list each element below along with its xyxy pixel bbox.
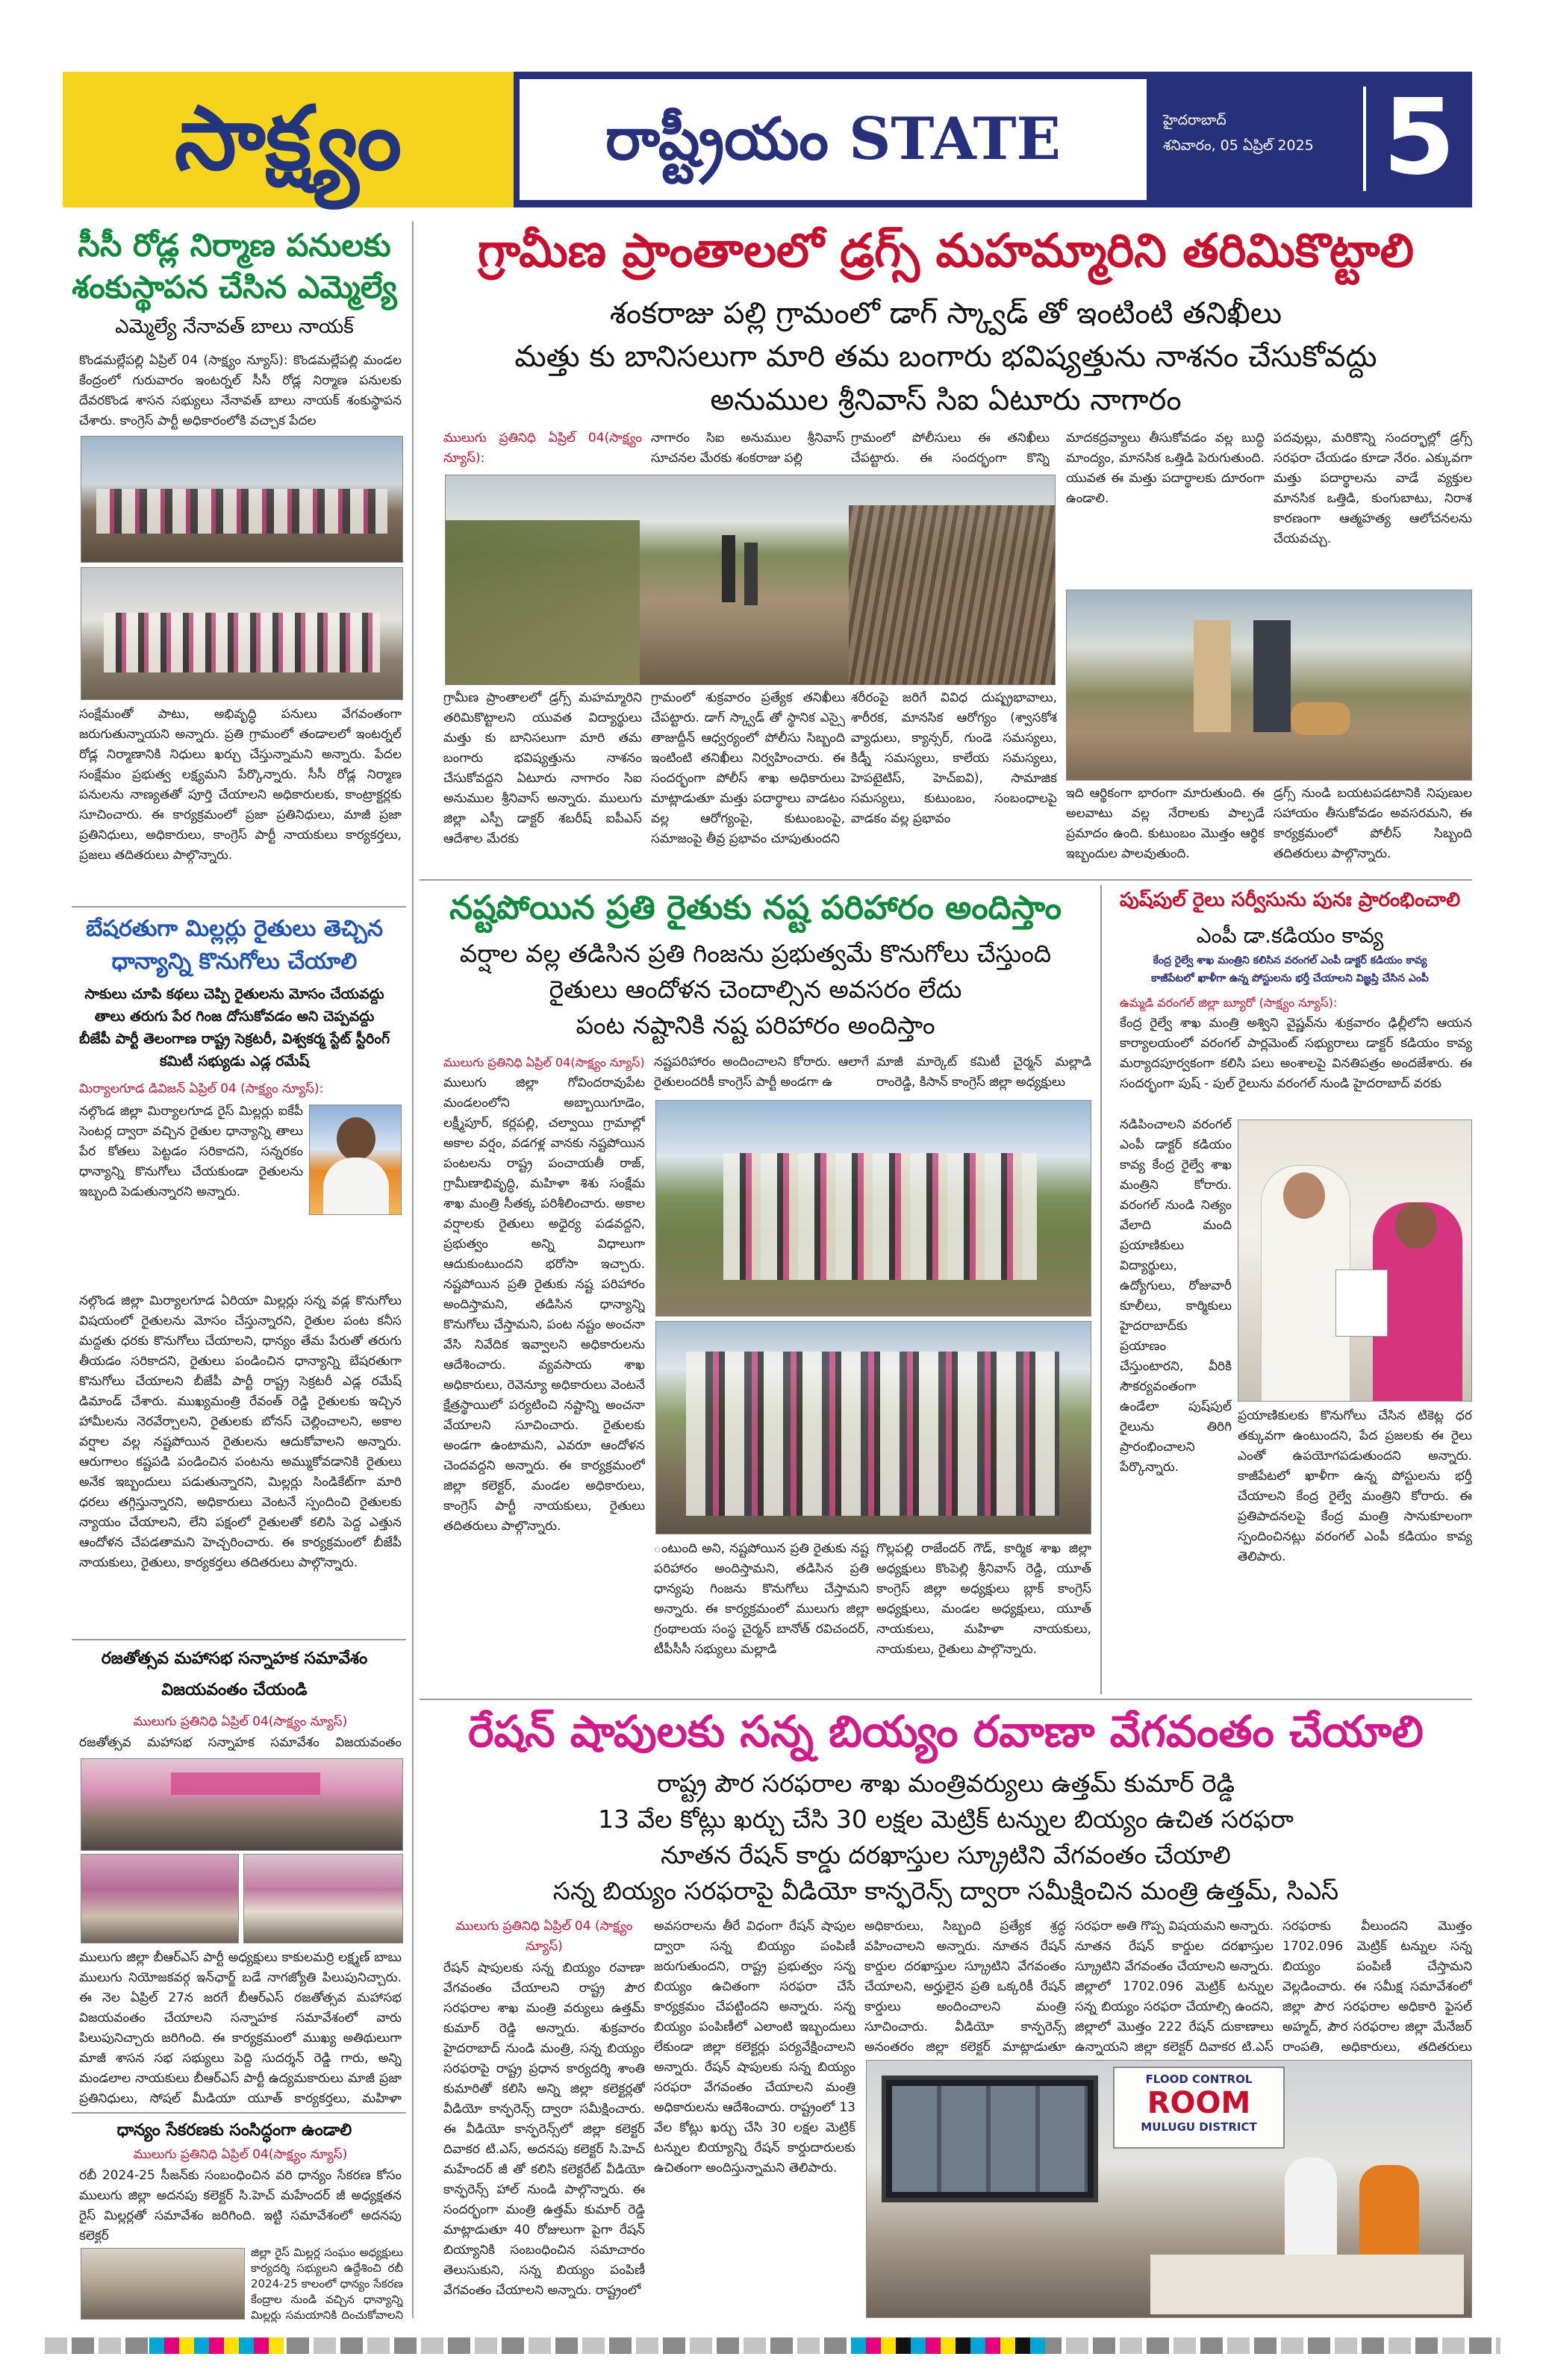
flood-room-sign-1: FLOOD CONTROL [1145,2073,1253,2086]
drugs-photo-village [445,475,1056,685]
rice-col1: రేషన్ షాపులకు సన్న బియ్యం రవాణా వేగవంతం చేయాలని రాష్ట్ర పౌర సరఫరాల శాఖ మంత్రి వర్యులు ఉత్తమ్ కుమార్ రెడ్డి అన్నారు. శుక్రవారం హైదరాబాద్ నుండి మంత్రి, సన్న బియ్యం సరఫరాపై రాష్ట్ర ప్రధాన కార్యదర్శి శాంతి కుమారితో కలిసి అన్ని జిల్లా కలెక్టర్లతో వీడియో కాన్ఫరెన్స్ ద్వారా సమీక్షించారు. ఈ వీడియో కాన్ఫరెన్స్‌లో జిల్లా కలెక్టర్ దివాకర టి.ఎస్, అదనపు కలెక్టర్ సి.హెచ్ మహేందర్ జీ తో కలిసి కలెక్టరేట్ వీడియో కాన్ఫరెన్స్ హాల్ నుండి పాల్గొన్నారు. ఈ సందర్భంగా మంత్రి ఉత్తమ్ కుమార్ రెడ్డి మాట్లాడుతూ 40 రోజులుగా పైగా రేషన్ బియ్యానికి సంబంధించిన సమాచారం తెలుసుకుని, సన్న బియ్యం పంపిణీ వేగవంతం చేయాలని అన్నారు. రాష్ట్రంలో [443,1961,645,2298]
rajatotsav-dateline: ములుగు ప్రతినిధి ఏప్రిల్ 04(సాక్ష్యం న్యూస్) [133,1714,348,1729]
drugs-col2-top: నాగారం సిఐ అనుముల శ్రీనివాస్ సూచనల మేరకు శంకరాజు పల్లి [651,431,845,466]
drugs-deck-3: అనుముల శ్రీనివాస్ సిఐ ఏటూరు నాగారం [710,383,1182,417]
drugs-deck-2: మత్తు కు బానిసలుగా మారి తమ బంగారు భవిష్యత్తును నాశనం చేసుకోవద్దు [514,340,1377,374]
compensation-photo-1 [655,1100,1091,1317]
compensation-photo-2 [655,1321,1091,1534]
drugs-col1-bottom: గ్రామీణ ప్రాంతాలలో డ్రగ్స్ మహమ్మారిని తరిమికొట్టాలని యువత విద్యార్థులు మత్తు కు బానిసలుగా మారి తమ బంగారు భవిష్యత్తును నాశనం చేసుకోవద్దని ఏటూరు నాగారం సిఐ అనుముల శ్రీనివాస్ అన్నారు. ములుగు జిల్లా ఎస్పీ డాక్టర్ శబరీష్ ఐపీఎస్ ఆదేశాల మేరకు [443,690,642,846]
grain-headline-2: ధాన్యాన్ని కొనుగోలు చేయాలి [111,949,358,975]
compensation-col3-top: మాజీ మార్కెట్ కమిటీ చైర్మన్ మల్లాడి రాంరెడ్డి, కిసాన్ కాంగ్రెస్ జిల్లా అధ్యక్షులు [876,1055,1091,1090]
drugs-col3-top: గ్రామంలో పోలీసులు ఈ తనిఖీలు చేపట్టారు. ఈ సందర్భంగా కొన్ని [851,431,1050,466]
drugs-col3-bottom: శరీరంపై జరిగే వివిధ దుష్ప్రభావాలు, శారీరక, మానసిక ఆరోగ్యం (శ్వాసకోశ వ్యాధులు, క్యాన్సర్, గుండె సమస్యలు, కిడ్నీ సమస్యలు, కాలేయ సమస్యలు, హెపటైటిస్, హెచ్ఐవి), సామాజిక సమస్యలు, కుటుంబం, సంబంధాలపై వాడకం వల్ల ప్రభావం [851,690,1057,826]
rice-deck-1: రాష్ట్ర పౌర సరఫరాల శాఖ మంత్రివర్యులు ఉత్తమ్ కుమార్ రెడ్డి [656,1769,1235,1798]
drugs-photo-dog-squad [1066,590,1472,781]
divider [420,879,1472,881]
rice-col4: సరఫరా అతి గొప్ప విషయమని అన్నారు. నూతన రేషన్ కార్డుల దరఖాస్తుల స్క్రూటిని వేగవంతం చేయాలని అన్నారు. జిల్లాలో 1702.096 మెట్రిక్ టన్నుల సన్న బియ్యం సరఫరా చేయాల్సి ఉందని, జిల్లాలో మొత్తం 222 రేషన్ దుకాణాలు ఉన్నాయని జిల్లా కలెక్టర్ దివాకర టి.ఎస్ [1075,1919,1274,2055]
compensation-col2-top: నష్టపరిహారం అందించాలని కోరారు. ఆలాగే రైతులందరికీ కాంగ్రెస్ పార్టీ అండగా ఉ [654,1055,869,1090]
drugs-col6-bottom: డ్రగ్స్ నుండి బయటపడటానికి నిపుణుల సహాయం తీసుకోవడం అవసరమని, ఈ కార్యక్రమంలో పోలీస్ సిబ్బంది తదితరులు పాల్గొన్నారు. [1274,786,1472,861]
masthead-section-panel [520,79,1147,200]
cc-roads-subhead: ఎమ్మెల్యే నేనావత్ బాలు నాయక్ [115,316,354,338]
column-rule [1100,885,1102,1694]
rice-col2: అవసరాలను తీరే విధంగా రేషన్ షాపుల ద్వారా సన్న బియ్యం పంపిణీ జరుగుతుందని, రాష్ట్ర ప్రభుత్వం సన్న బియ్యం ఉచితంగా సరఫరా చేసే కార్యక్రమం చేపట్టిందని అన్నారు. సన్న బియ్యం పంపిణీలో ఎలాంటి ఇబ్బందులు లేకుండా జిల్లా కలెక్టర్లు పర్యవేక్షించాలని అన్నారు. రేషన్ షాపులకు సన్న బియ్యం సరఫరా వేగవంతం చేయాలని మంత్రి అధికారులను ఆదేశించారు. రాష్ట్రంలో 13 వేల కోట్లు ఖర్చు చేసి 30 లక్షల మెట్రిక్ టన్నుల బియ్యాన్ని రేషన్ కార్డుదారులకు ఉచితంగా అందిస్తున్నామని తెలిపారు. [654,1919,855,2176]
grain-sub-1: సాకులు చూపి కథలు చెప్పి రైతులను మోసం చేయవద్దు [84,986,384,1002]
drugs-col6-top: పదవుల్లు, మరికొన్ని సందర్భాల్లో డ్రగ్స్ సరఫరా చేయడం కూడా నేరం. ఎక్కువగా మత్తు పదార్థాలను వాడే వ్యక్తుల మానసిక ఒత్తిడి, కుంగుబాటు, నిరాశ కారణంగా ఆత్మహత్య ఆలోచనలను చేయవచ్చు. [1274,431,1472,546]
dhanyam-headline: ధాన్యం సేకరణకు సంసిద్ధంగా ఉండాలి [116,2121,352,2140]
grain-sub-2: తాలు తరుగు పేర గింజ దోసుకోవడం అని చెప్పవద్దు [94,1008,375,1025]
grain-portrait-photo [309,1105,402,1215]
masthead-date: శనివారం, 05 ఏప్రిల్ 2025 [1163,137,1314,154]
flood-room-sign-2: ROOM [1147,2086,1251,2120]
rajatotsav-photo-2 [81,1854,239,1943]
drugs-headline: గ్రామీణ ప్రాంతాలలో డ్రగ్స్ మహమ్మారిని తరిమికొట్టాలి [477,223,1415,278]
masthead-place: హైదరాబాద్ [1163,112,1226,128]
grain-sub-3: బీజేపీ పార్టీ తెలంగాణ రాష్ట్ర సెక్రటరీ, విశ్వకర్మ స్టేట్ స్టీరింగ్ [78,1031,390,1047]
dhanyam-body-top: రబీ 2024-25 సీజన్‌కు సంబంధించిన వరి ధాన్యం సేకరణ కోసం ములుగు జిల్లా అదనపు కలెక్టర్ సి.హెచ్ మహేందర్ జీ అధ్యక్షతన రైస్ మిల్లర్లతో సమావేశం జరిగింది. ఇట్టి సమావేశంలో అదనపు కలెక్టర్ [79,2168,402,2243]
grain-headline-1: బేషరతుగా మిల్లర్లు రైతులు తెచ్చిన [85,916,384,942]
railway-body-side: నడిపించాలని వరంగల్ ఎంపీ డాక్టర్ కడియం కావ్య కేంద్ర రైల్వే శాఖ మంత్రిని కోరారు. వరంగల్ నుండి నిత్యం వేలాది మంది ప్రయాణికులు విద్యార్థులు, ఉద్యోగులు, రోజువారీ కూలీలు, కార్మికులు హైదరాబాద్‌కు ప్రయాణం చేస్తుంటారని, వీరికి సౌకర్యవంతంగా ఉండేలా పుష్‌పుల్ రైలును తిరిగి ప్రారంభించాలని పేర్కొన్నారు. [1120,1117,1232,1475]
divider [72,906,406,908]
rajatotsav-headline-1: రజతోత్సవ మహాసభ సన్నాహక సమావేశం [101,1649,368,1668]
dhanyam-dateline: ములుగు ప్రతినిధి ఏప్రిల్ 04(సాక్ష్యం న్యూస్) [133,2147,348,2162]
railway-sub-3: కాజీపేటలో ఖాళీగా ఉన్న పోస్టులను భర్తీ చేయాలని విజ్ఞప్తి చేసిన ఎంపీ [1151,972,1429,984]
dhanyam-body-side: జిల్లా రైస్ మిల్లర్ల సంఘం అధ్యక్షులు కార్యదర్శి సభ్యులని ఉద్దేశించి రబీ 2024-25 కాలంలో ధాన్యం సేకరణ కేంద్రాల నుండి వచ్చిన ధాన్యాన్ని మిల్లర్లు సమయానికి దించుకోవాలని [251,2246,403,2322]
railway-headline: పుష్‌పుల్ రైలు సర్వీసును పునః ప్రారంభించాలి [1119,889,1461,911]
cc-roads-body-top: కొండమల్లేపల్లి ఏప్రిల్ 04 (సాక్ష్యం న్యూస్): కొండమల్లేపల్లి మండల కేంద్రంలో గురువారం ఇంటర్నల్ సీసీ రోడ్ల నిర్మాణ పనులకు దేవరకొండ శాసన సభ్యులు నేనావత్ బాలు నాయక్ శంకుస్థాపన చేశారు. కాంగ్రెస్ పార్టీ అధికారంలోకి వచ్చాక పేదల [79,353,402,428]
drugs-col5-top: మాదకద్రవ్యాలు తీసుకోవడం వల్ల బుద్ధి మాంద్యం, మానసిక ఒత్తిడి పెరుగుతుంది. యువత ఈ మత్తు పదార్థాలకు దూరంగా ఉండాలి. [1066,431,1265,506]
railway-photo [1238,1119,1472,1402]
drugs-deck-1: శంకరాజు పల్లి గ్రామంలో డాగ్ స్క్వాడ్ తో ఇంటింటి తనిఖీలు [609,296,1282,331]
divider [420,1699,1472,1700]
compensation-headline: నష్టపోయిన ప్రతి రైతుకు నష్ట పరిహారం అందిస్తాం [449,889,1062,927]
rice-deck-3: నూతన రేషన్ కార్డు దరఖాస్తుల స్క్రూటిని వేగవంతం చేయాలి [661,1840,1231,1870]
rice-col5: సరఫరాకు వీలుందని మొత్తం 1702.096 మెట్రిక్ టన్నుల సన్న బియ్యం పంపిణీ చేస్తామని వెల్లడించారు. ఈ సమీక్ష సమావేశంలో జిల్లా పౌర సరఫరాల అధికారి ఫైసల్ అహ్మద్, పౌర సరఫరాల జిల్లా మేనేజర్ రాంపతి, అధికారులు, తదితరులు [1282,1919,1472,2055]
rajatotsav-photo-1 [81,1758,403,1851]
grain-body-intro: నల్గొండ జిల్లా మిర్యాలగూడ రైస్ మిల్లర్లు ఐకేపీ సెంటర్ల ద్వారా వచ్చిన రైతుల ధాన్యాన్ని తాలు పేర కోతలు పెట్టడం సరికాదని, సన్నరకం ధాన్యాన్ని కొనుగోలు చేయకుండా రైతులను ఇబ్బంది పెడుతున్నారని అన్నారు. [79,1104,303,1199]
cc-roads-headline-1: సీసీ రోడ్ల నిర్మాణ పనులకు [78,227,391,263]
rajatotsav-photo-3 [243,1854,403,1943]
left-column-rule [412,221,414,2318]
rice-deck-2: 13 వేల కోట్లు ఖర్చు చేసి 30 లక్షల మెట్రిక్ టన్నుల బియ్యం ఉచిత సరఫరా [598,1805,1294,1834]
rice-col3: అధికారులు, సిబ్బంది ప్రత్యేక శ్రద్ధ వహించాలని అన్నారు. నూతన రేషన్ కార్డుల దరఖాస్తుల స్క్రూటిని వేగవంతం చేయాలని, అర్హులైన ప్రతి ఒక్కరికీ రేషన్ కార్డులు అందించాలని మంత్రి సూచించారు. వీడియో కాన్ఫరెన్స్ అనంతరం జిల్లా కలెక్టర్ మాట్లాడుతూ [864,1919,1066,2055]
compensation-dateline: ములుగు ప్రతినిధి ఏప్రిల్ 04(సాక్ష్యం న్యూస్) [443,1055,645,1069]
grain-sub-4: కమిటీ సభ్యుడు ఎడ్ల రమేష్ [159,1053,310,1069]
page-number: 5 [1383,77,1456,199]
compensation-col1: ములుగు జిల్లా గోవిందరావుపేట మండలంలోని అబ్బాయిగూడెం, లక్ష్మీపూర్, కర్లపల్లి, చల్వాయి గ్రామాల్లో అకాల వర్షం, వడగళ్ల వానకు నష్టపోయిన పంటలను రాష్ట్ర పంచాయతీ రాజ్, గ్రామీణాభివృద్ధి, మహిళా శిశు సంక్షేమ శాఖ మంత్రి సీతక్క పరిశీలించారు. అకాల వర్షాలకు రైతులు అధైర్య పడవద్దని, ప్రభుత్వం అన్ని విధాలుగా ఆదుకుంటుందని భరోసా ఇచ్చారు. నష్టపోయిన ప్రతి రైతుకు నష్ట పరిహారం అందిస్తామని, తడిసిన ధాన్యాన్ని కొనుగోలు చేస్తామని, పంట నష్టం అంచనా వేసి నివేదిక ఇవ్వాలని అధికారులను ఆదేశించారు. వ్యవసాయ శాఖ అధికారులు, రెవెన్యూ అధికారులు వెంటనే క్షేత్రస్థాయిలో పర్యటించి నష్టాన్ని అంచనా వేయాలని సూచించారు. రైతులకు అండగా ఉంటామని, ఎవరూ ఆందోళన చెందవద్దని అన్నారు. ఈ కార్యక్రమంలో జిల్లా కలెక్టర్, మండల అధికారులు, కాంగ్రెస్ పార్టీ నాయకులు, రైతులు తదితరులు పాల్గొన్నారు. [443,1075,645,1534]
rajatotsav-body-top: రజతోత్సవ మహాసభ సన్నాహక సమావేశం విజయవంతం [79,1735,402,1750]
railway-body-bottom: ప్రయాణికులకు కొనుగోలు చేసిన టికెట్ల ధర తక్కువగా ఉంటుందని, పేద ప్రజలకు ఈ రైలు ఎంతో ఉపయోగపడుతుందని అన్నారు. కాజీపేటలో ఖాళీగా ఉన్న పోస్టులను భర్తీ చేయాలని కేంద్ర రైల్వే మంత్రిని కోరారు. ఈ ప్రతిపాదనలపై కేంద్ర మంత్రి సానుకూలంగా స్పందించినట్లు వరంగల్ ఎంపీ కడియం కావ్య తెలిపారు. [1238,1408,1472,1564]
drugs-col2-bottom: గ్రామంలో శుక్రవారం ప్రత్యేక తనిఖీలు చేపట్టారు. డాగ్ స్క్వాడ్ తో స్థానిక ఎస్సై తాజుద్దీన్ ఆధ్వర్యంలో పోలీసు సిబ్బంది ఇంటింటి తనిఖీలు నిర్వహించారు. ఈ సందర్భంగా పోలీస్ శాఖ అధికారులు మాట్లాడుతూ మత్తు పదార్థాలు వాడటం వల్ల ఆరోగ్యంపై, కుటుంబంపై, సమాజంపై తీవ్ర ప్రభావం చూపుతుందని [651,690,845,846]
flood-room-sign-3: MULUGU DISTRICT [1141,2120,1257,2134]
masthead-logo-panel [63,72,514,207]
masthead-divider [1363,87,1366,191]
cc-roads-photo-2 [81,567,403,700]
rajatotsav-body-bottom: ములుగు జిల్లా బీఆర్ఎస్ పార్టీ అధ్యక్షులు కాకులమర్రి లక్ష్మణ్ బాబు ములుగు నియోజకవర్గ ఇన్‌ఛార్జ్ బడే నాగజ్యోతి పిలుపునిచ్చారు. ఈ నెల ఏప్రిల్ 27న జరగే బీఆర్ఎస్ రజతోత్సవ మహాసభ విజయవంతం చేయాలని సన్నాహక సమావేశంలో వారు పిలుపునిచ్చారు జరిగింది. ఈ కార్యక్రమంలో ముఖ్య అతిథులుగా మాజీ శాసన సభ సభ్యులు పెద్ది సుదర్శన్ రెడ్డి గారు, అన్ని మండలాల నాయకులు బీఆర్ఎస్ పార్టీ ఉద్యమకారులు మాజీ ప్రజా ప్రతినిధులు, సోషల్ మీడియా యూత్ కార్యకర్తలు, మహిళా [79,1950,402,2106]
registration-colors [149,2337,284,2354]
grain-dateline: మిర్యాలగూడ డివిజన్ ఏప్రిల్ 04 (సాక్ష్యం న్యూస్): [79,1081,324,1096]
railway-dateline: ఉమ్మడి వరంగల్ జిల్లా బ్యూరో (సాక్ష్యం న్యూస్): [1120,996,1338,1010]
drugs-col5-bottom: ఇది ఆర్థికంగా భారంగా మారుతుంది. ఈ అలవాటు వల్ల నేరాలకు పాల్పడే ప్రమాదం ఉంది. కుటుంబం మొత్తం ఆర్థిక ఇబ్బందుల పాలవుతుంది. [1066,786,1265,861]
compensation-col2-bottom: ంటుంది అని, నష్టపోయిన ప్రతి రైతుకు నష్ట పరిహారం అందిస్తామని, తడిసిన ప్రతి ధాన్యపు గింజను కొనుగోలు చేస్తామని అన్నారు. ఈ కార్యక్రమంలో ములుగు జిల్లా గ్రంథాలయ సంస్థ చైర్మన్ బానోత్ రవిచందర్, టీపీసీసీ సభ్యులు మల్లాడి [654,1541,869,1657]
divider [72,1639,406,1640]
masthead-logo: సాక్ష్యం [174,87,402,190]
divider [72,2112,406,2114]
cc-roads-body-bottom: సంక్షేమంతో పాటు, అభివృద్ధి పనులు వేగవంతంగా జరుగుతున్నాయని అన్నారు. ప్రతి గ్రామంలో తండాలలో ఇంటర్నల్ రోడ్ల నిర్మాణానికి నిధులు ఖర్చు చేస్తున్నామని అన్నారు. పేదల సంక్షేమం ప్రభుత్వ లక్ష్యమని పేర్కొన్నారు. సీసీ రోడ్ల నిర్మాణ పనులను నాణ్యతతో పూర్తి చేయాలని అధికారులకు, కాంట్రాక్టర్లకు సూచించారు. ఈ కార్యక్రమంలో ప్రజా ప్రతినిధులు, మాజీ ప్రజా ప్రతినిధులు, అధికారులు, కాంగ్రెస్ పార్టీ నాయకులు కార్యకర్తలు, ప్రజలు తదితరులు పాల్గొన్నారు. [79,707,402,863]
drugs-dateline: ములుగు ప్రతినిధి ఏప్రిల్ 04(సాక్ష్యం న్యూస్): [443,431,642,466]
compensation-deck-1: వర్షాల వల్ల తడిసిన ప్రతి గింజను ప్రభుత్వమే కొనుగోలు చేస్తుంది [459,939,1052,968]
rice-deck-4: సన్న బియ్యం సరఫరాపై వీడియో కాన్ఫరెన్స్ ద్వారా సమీక్షించిన మంత్రి ఉత్తమ్, సిఎస్ [552,1876,1339,1905]
compensation-deck-3: పంట నష్టానికి నష్ట పరిహారం అందిస్తాం [576,1011,935,1040]
compensation-deck-2: రైతులు ఆందోళన చెందాల్సిన అవసరం లేదు [549,975,962,1004]
rice-dateline: ములుగు ప్రతినిధి ఏప్రిల్ 04 (సాక్ష్యం న్యూస్) [455,1919,637,1954]
railway-sub-2: కేంద్ర రైల్వే శాఖ మంత్రిని కలిసిన వరంగల్ ఎంపీ డాక్టర్ కడియం కావ్య [1153,955,1427,966]
railway-body-top: కేంద్ర రైల్వే శాఖ మంత్రి అశ్విని వైష్ణవ్‌ను శుక్రవారం ఢిల్లీలోని ఆయన కార్యాలయంలో వరంగల్ పార్లమెంట్ సభ్యురాలు డాక్టర్ కడియం కావ్య మర్యాదపూర్వకంగా కలిసి పలు అంశాలపై వినతిపత్రం అందజేశారు. ఈ సందర్భంగా పుష్ - పుల్ రైలును వరంగల్ నుండి హైదరాబాద్ వరకు [1120,1016,1472,1091]
cc-roads-photo-1 [81,436,403,563]
rice-video-conference-photo [866,2060,1472,2318]
rice-headline: రేషన్ షాపులకు సన్న బియ్యం రవాణా వేగవంతం చేయాలి [468,1706,1424,1757]
grain-body: నల్గొండ జిల్లా మిర్యాలగూడ ఏరియా మిల్లర్లు సన్న వడ్ల కొనుగోలు విషయంలో రైతులను మోసం చేస్తున్నారని, రైతుల పంట కనీస మద్దతు ధరకు కొనుగోలు చేయాలని, ధాన్యం తేమ పేరుతో తరుగు తీయడం సరికాదని, రైతులు పండించిన ధాన్యాన్ని బేషరతుగా కొనుగోలు చేయాలని బీజేపీ పార్టీ రాష్ట్ర సెక్రటరీ ఎడ్ల రమేష్ డిమాండ్ చేశారు. ముఖ్యమంత్రి రేవంత్ రెడ్డి రైతులకు ఇచ్చిన హామీలను నెరవేర్చాలని, రైతులకు బోనస్ చెల్లించాలని, అకాల వర్షాల వల్ల నష్టపోయిన రైతులను ఆదుకోవాలని అన్నారు. ఆరుగాలం కష్టపడి పండించిన పంటను అమ్ముకోవడానికి రైతులు అనేక ఇబ్బందులు పడుతున్నారని, మిల్లర్లు సిండికేట్‌గా మారి ధరలు తగ్గిస్తున్నారని, అధికారులు వెంటనే స్పందించి రైతులకు న్యాయం చేయాలని, లేని పక్షంలో రైతులతో కలిసి పెద్ద ఎత్తున ఆందోళన చేపడతామని హెచ్చరించారు. ఈ కార్యక్రమంలో బీజేపీ నాయకులు, రైతులు, కార్యకర్తలు తదితరులు పాల్గొన్నారు. [79,1293,402,1570]
cc-roads-headline-2: శంకుస్థాపన చేసిన ఎమ్మెల్యే [72,269,397,305]
rajatotsav-headline-2: విజయవంతం చేయండి [161,1681,308,1699]
registration-colors [851,2337,1045,2354]
railway-sub-1: ఎంపీ డా.కడియం కావ్య [1196,923,1384,948]
dhanyam-photo [81,2248,245,2320]
compensation-col3-bottom: గొల్లపల్లి రాజేందర్ గౌడ్, కార్మిక శాఖ జిల్లా అధ్యక్షులు కొంపెల్లి శ్రీనివాస్ రెడ్డి, యూత్ కాంగ్రెస్ జిల్లా అధ్యక్షులు బ్లాక్ కాంగ్రెస్ అధ్యక్షులు, మండల అధ్యక్షులు, యూత్ నాయకులు, మహిళా నాయకులు, నాయకులు, రైతులు పాల్గొన్నారు. [876,1541,1091,1657]
section-title: రాష్ట్రీయం STATE [605,105,1061,173]
